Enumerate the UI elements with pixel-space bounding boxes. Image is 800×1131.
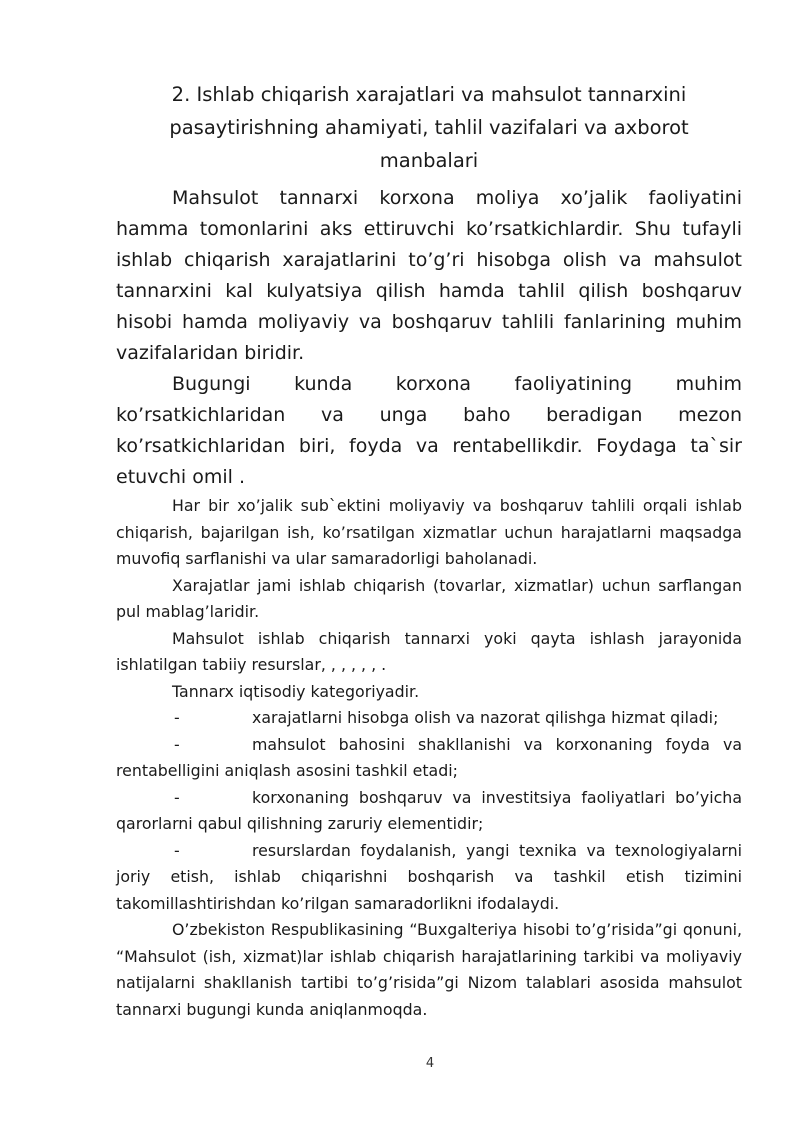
paragraph-economic-category: Tannarx iqtisodiy kategoriyadir. (172, 681, 420, 701)
bullet-marker: - (174, 787, 180, 807)
list-item-text: xarajatlarni hisobga olish va nazorat qilishga hizmat qiladi; (252, 708, 719, 727)
document-page (116, 78, 742, 1023)
paragraph-profit-rentability: Bugungi kunda korxona faoliyatining muhim ko’rsatkichlaridan va unga baho beradigan mezon ko’rsatkichlaridan biri, foyda va rentabellikdir. Foydaga ta`sir etuvchi omil . (116, 373, 742, 488)
paragraph-expense-evaluation: Har bir xo’jalik sub`ektini moliyaviy va boshqaruv tahlili orqali ishlab chiqarish, bajarilgan ish, ko’rsatilgan xizmatlar uchun harajatlarni maqsadga muvofiq sarflanishi va ular samaradorligi baholanadi. (116, 496, 742, 568)
list-item (116, 732, 742, 785)
paragraph-expenses-definition: Xarajatlar jami ishlab chiqarish (tovarlar, xizmatlar) uchun sarflangan pul mablag’laridir. (116, 575, 742, 621)
bullet-marker: - (174, 708, 180, 727)
page-number: 4 (425, 1056, 435, 1071)
list-item-text: mahsulot bahosini shakllanishi va korxonaning foyda va rentabelligini aniqlash asosini tashkil etadi; (116, 734, 742, 780)
list-item-text: resurslardan foydalanish, yangi texnika va texnologiyalarni joriy etish, ishlab chiqarishni boshqarish va tashkil etish tizimini takomillashtirishdan ko’rilgan samaradorlikni ifodalaydi. (116, 840, 742, 913)
section-title: 2. Ishlab chiqarish xarajatlari va mahsulot tannarxini pasaytirishning ahamiyati, tahlil vazifalari va axborot manbalari (169, 83, 689, 172)
paragraph-cost-price-intro: Mahsulot tannarxi korxona moliya xo’jalik faoliyatini hamma tomonlarini aks ettiruvchi ko’rsatkichlardir. Shu tufayli ishlab chiqarish xarajatlarini to’g’ri hisobga olish va mahsulot tannarxini kal kulyatsiya qilish hamda tahlil qilish boshqaruv hisobi hamda moliyaviy va boshqaruv tahlili fanlarining muhim vazifalaridan biridir. (116, 187, 742, 364)
bullet-marker: - (174, 734, 180, 754)
bullet-marker: - (174, 840, 180, 860)
paragraph-legal-basis: O’zbekiston Respublikasining “Buxgalteriya hisobi to’g’risida”gi qonuni, “Mahsulot (ish, xizmat)lar ishlab chiqarish harajatlarining tarkibi va moliyaviy natijalarni shakllanish tartibi to’g’risida”gi Nizom talablari asosida mahsulot tannarxi bugungi kunda aniqlanmoqda. (116, 920, 742, 1019)
list-item (116, 785, 742, 838)
paragraph-cost-price-resources: Mahsulot ishlab chiqarish tannarxi yoki qayta ishlash jarayonida ishlatilgan tabiiy resurslar, , , , , , . (116, 628, 742, 674)
list-item (116, 838, 742, 918)
list-item-text: korxonaning boshqaruv va investitsiya faoliyatlari bo’yicha qarorlarni qabul qilishning zaruriy elementidir; (116, 787, 742, 833)
list-item (116, 705, 742, 732)
